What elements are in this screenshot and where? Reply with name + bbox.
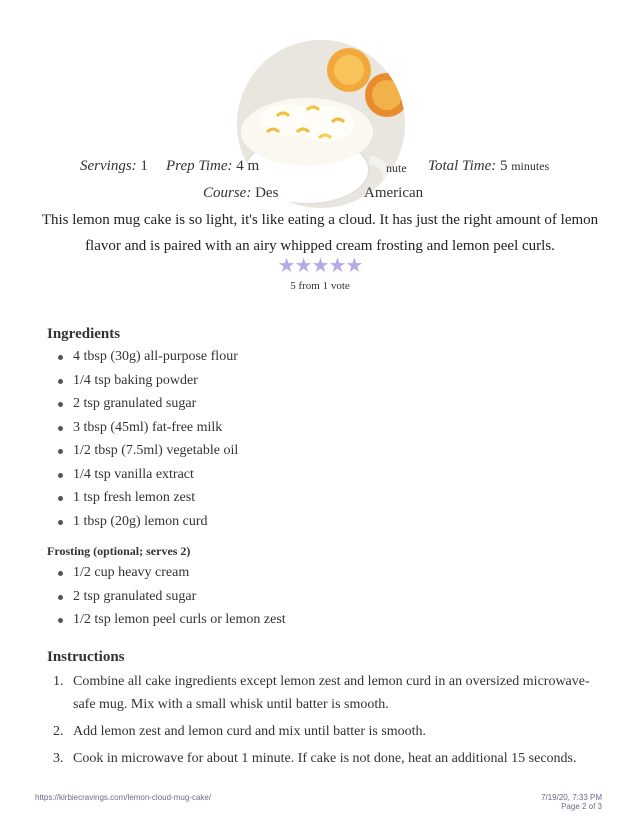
total-time-value: 5	[499, 158, 508, 174]
ingredient-text: 2 tsp granulated sugar	[73, 588, 197, 604]
course-label: Course:	[203, 185, 252, 201]
list-item	[47, 561, 286, 585]
frosting-heading: Frosting (optional; serves 2)	[47, 544, 191, 558]
list-item	[47, 720, 607, 743]
ingredients-list	[47, 345, 238, 533]
step-text: Cook in microwave for about 1 minute. If cake is not done, heat an additional 15 seconds.	[73, 751, 577, 766]
course	[203, 185, 278, 202]
ingredient-text: 2 tsp granulated sugar	[73, 396, 197, 411]
prep-time	[166, 158, 259, 175]
total-time-label: Total Time:	[428, 158, 497, 174]
bullet-icon	[58, 402, 63, 407]
mug-cake-image	[237, 40, 405, 208]
list-item	[47, 510, 238, 534]
bullet-icon	[58, 449, 63, 454]
total-time	[428, 158, 549, 175]
bullet-icon	[58, 618, 63, 623]
rating-votes: 5 from 1 vote	[290, 280, 350, 292]
list-item	[47, 608, 286, 632]
bullet-icon	[58, 496, 63, 501]
list-item	[47, 416, 238, 440]
frosting-list	[47, 561, 286, 632]
footer-url: https://kirbiecravings.com/lemon-cloud-mug-cake/	[35, 793, 212, 802]
prep-time-value: 4 m	[236, 158, 260, 174]
list-item	[47, 392, 238, 416]
step-number: 3.	[53, 751, 64, 766]
servings	[80, 158, 148, 175]
ingredient-text: 3 tbsp (45ml) fat-free milk	[73, 419, 223, 435]
cook-time-tail: nute	[386, 161, 407, 175]
instructions-heading: Instructions	[47, 649, 125, 665]
ingredient-text: 4 tbsp (30g) all-purpose flour	[73, 349, 238, 364]
step-text: Combine all cake ingredients except lemon zest and lemon curd in an oversized microwave-safe mug. Mix with a small whisk until batter is smooth.	[73, 674, 590, 712]
list-item	[47, 439, 238, 463]
servings-value: 1	[140, 158, 148, 174]
recipe-photo	[237, 40, 405, 208]
recipe-description: This lemon mug cake is so light, it's like eating a cloud. It has just the right amount of lemon flavor and is paired with an airy whipped cream frosting and lemon peel curls.	[41, 212, 599, 254]
course-value: Des	[255, 185, 279, 201]
bullet-icon	[58, 595, 63, 600]
footer-page: Page 2 of 3	[561, 802, 602, 811]
ingredients-heading: Ingredients	[47, 326, 121, 342]
list-item	[47, 585, 286, 609]
list-item	[47, 486, 238, 510]
bullet-icon	[58, 355, 63, 360]
step-number: 2.	[53, 724, 64, 739]
ingredient-text: 1/4 tsp vanilla extract	[73, 466, 194, 482]
list-item	[47, 345, 238, 369]
footer-info	[541, 793, 602, 811]
bullet-icon	[58, 473, 63, 478]
ingredient-text: 1 tbsp (20g) lemon curd	[73, 513, 208, 529]
prep-time-label: Prep Time:	[166, 158, 233, 174]
list-item	[47, 463, 238, 487]
step-number: 1.	[53, 674, 64, 689]
rating-stars[interactable]: ★★★★★	[277, 255, 363, 277]
list-item	[47, 747, 607, 770]
instructions-list	[47, 670, 607, 774]
ingredient-text: 1/2 tbsp (7.5ml) vegetable oil	[73, 443, 239, 458]
total-time-unit: minutes	[511, 159, 550, 173]
bullet-icon	[58, 379, 63, 384]
cuisine-value: American	[364, 185, 424, 201]
footer-datetime: 7/19/20, 7:33 PM	[541, 793, 602, 802]
bullet-icon	[58, 426, 63, 431]
step-text: Add lemon zest and lemon curd and mix until batter is smooth.	[73, 724, 427, 739]
list-item	[47, 369, 238, 393]
list-item	[47, 670, 607, 716]
ingredient-text: 1/2 tsp lemon peel curls or lemon zest	[73, 612, 286, 627]
bullet-icon	[58, 571, 63, 576]
ingredient-text: 1 tsp fresh lemon zest	[73, 490, 196, 505]
ingredient-text: 1/2 cup heavy cream	[73, 565, 190, 580]
ingredient-text: 1/4 tsp baking powder	[73, 372, 198, 388]
servings-label: Servings:	[80, 158, 137, 174]
bullet-icon	[58, 520, 63, 525]
